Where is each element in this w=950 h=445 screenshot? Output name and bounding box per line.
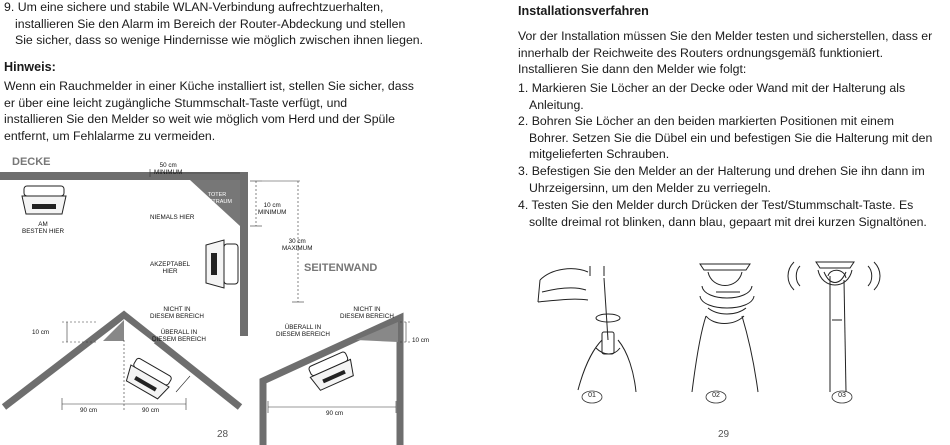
best-line-2: BESTEN HIER xyxy=(22,228,64,236)
left-all-line-1: ÜBERALL IN xyxy=(160,329,198,336)
page-number-right: 29 xyxy=(718,429,730,440)
placement-diagram xyxy=(0,0,470,445)
step-1-number: 1. xyxy=(518,81,529,95)
figure-2-drawing xyxy=(692,264,758,392)
page-number-left: 28 xyxy=(217,429,229,440)
right-roof-not-here-label xyxy=(340,306,394,321)
step-2-line-1: Bohren Sie Löcher an den beiden markierten Positionen mit einem xyxy=(531,114,894,128)
intro-line-3: Installieren Sie dann den Melder wie folgt: xyxy=(518,62,747,76)
dim-30-line-1: 30 cm xyxy=(288,238,306,245)
step-2-line-2: Bohrer. Setzen Sie die Dübel ein und befestigen Sie die Halterung mit den xyxy=(529,130,933,145)
right-all-line-2: DIESEM BEREICH xyxy=(276,331,330,339)
right-roof-10cm-label: 10 cm xyxy=(412,337,430,344)
right-roof-90cm-label: 90 cm xyxy=(326,410,344,417)
note-line-3: installieren Sie den Melder so weit wie möglich vom Herd und der Spüle xyxy=(4,112,395,126)
dead-air-line-2: LUFTRAUM xyxy=(202,199,232,206)
step-4-number: 4. xyxy=(518,198,529,212)
item-9-line-3: Sie sicher, dass so wenige Hindernisse wie möglich zwischen ihnen liegen. xyxy=(15,33,424,47)
right-not-line-1: NICHT IN xyxy=(353,306,381,313)
left-roof-not-here-label xyxy=(150,306,204,321)
figure-3-drawing xyxy=(788,262,880,392)
left-roof-10cm-label: 10 cm xyxy=(32,329,50,336)
left-roof-90cm-b-label: 90 cm xyxy=(142,407,160,414)
step-1-line-1: Markieren Sie Löcher an der Decke oder Wand mit der Halterung als xyxy=(531,81,906,95)
right-all-line-1: ÜBERALL IN xyxy=(284,324,322,331)
step-4-line-1: Testen Sie den Melder durch Drücken der Test/Stummschalt-Taste. Es xyxy=(531,198,914,212)
note-heading: Hinweis: xyxy=(4,60,56,74)
ceiling-label: DECKE xyxy=(12,156,51,168)
figure-3-caption xyxy=(832,392,852,399)
figure-3-number: 03 xyxy=(838,392,846,399)
step-2-number: 2. xyxy=(518,114,529,128)
dim-30-line-2: MAXIMUM xyxy=(282,245,313,253)
placement-diagram-drawing xyxy=(0,0,470,445)
figure-1-caption xyxy=(582,392,602,399)
right-page xyxy=(478,0,950,445)
item-9-line-1: Um eine sichere und stabile WLAN-Verbindung aufrechtzuerhalten, xyxy=(17,0,384,14)
dimension-30cm-max-label xyxy=(282,238,312,253)
step-3-line-1: Befestigen Sie den Melder an der Halterung und drehen Sie ihn dann im xyxy=(531,164,925,178)
step-1-line-2: Anleitung. xyxy=(529,97,584,112)
note-line-2: er über eine leicht zugängliche Stummschalt-Taste verfügt, und xyxy=(4,95,348,110)
wall-detector-illustration xyxy=(206,240,238,288)
right-roof-anywhere-label xyxy=(276,324,330,339)
acceptable-line-2: HIER xyxy=(162,268,178,276)
left-all-line-2: DIESEM BEREICH xyxy=(152,336,206,344)
step-2-line-3: mitgelieferten Schrauben. xyxy=(529,147,670,161)
intro-line-1: Vor der Installation müssen Sie den Melder testen und sicherstellen, dass er xyxy=(518,29,933,43)
installation-heading: Installationsverfahren xyxy=(518,4,649,18)
figure-1-number: 01 xyxy=(588,392,596,399)
dead-air-line-1: TOTER xyxy=(207,192,227,198)
ceiling-detector-illustration xyxy=(22,186,66,214)
installation-illustrations xyxy=(478,0,950,445)
dimension-10cm-min-label xyxy=(258,202,286,217)
note-line-4: entfernt, um Fehlalarme zu vermeiden. xyxy=(4,128,216,143)
step-4-line-2: sollte dreimal rot blinken, dann blau, gepaart mit drei kurzen Signaltönen. xyxy=(529,214,927,229)
never-here-label: NIEMALS HIER xyxy=(150,214,195,221)
dim-10-line-1: 10 cm xyxy=(263,202,281,209)
side-wall-label: SEITENWAND xyxy=(304,262,378,274)
acceptable-here-label xyxy=(150,261,190,276)
left-not-line-1: NICHT IN xyxy=(163,306,191,313)
note-line-1: Wenn ein Rauchmelder in einer Küche installiert ist, stellen Sie sicher, dass xyxy=(4,79,414,93)
best-here-label xyxy=(22,221,64,236)
left-roof-anywhere-label xyxy=(152,329,206,344)
item-9-number: 9. xyxy=(4,0,15,14)
acceptable-line-1: AKZEPTABEL xyxy=(150,261,191,268)
dimension-50cm-label xyxy=(154,162,182,177)
item-9-line-2: installieren Sie den Alarm im Bereich der Router-Abdeckung und stellen xyxy=(15,16,406,31)
step-3-number: 3. xyxy=(518,164,529,178)
dim-50-line-2: MINIMUM xyxy=(154,169,183,177)
figure-2-caption xyxy=(706,392,726,399)
dead-air-label xyxy=(202,192,232,207)
figure-1-drawing xyxy=(538,266,636,392)
left-roof-90cm-a-label: 90 cm xyxy=(80,407,98,414)
right-not-line-2: DIESEM BEREICH xyxy=(340,313,394,321)
left-page xyxy=(0,0,470,445)
intro-line-2: innerhalb der Reichweite des Routers ordnungsgemäß funktioniert. xyxy=(518,45,884,60)
step-3-line-2: Uhrzeigersinn, um den Melder zu verriegeln. xyxy=(529,180,771,195)
figure-2-number: 02 xyxy=(712,392,720,399)
left-not-line-2: DIESEM BEREICH xyxy=(150,313,204,321)
best-line-1: AM xyxy=(38,221,48,228)
dim-50-line-1: 50 cm xyxy=(159,162,177,169)
dim-10-line-2: MINIMUM xyxy=(258,209,287,217)
